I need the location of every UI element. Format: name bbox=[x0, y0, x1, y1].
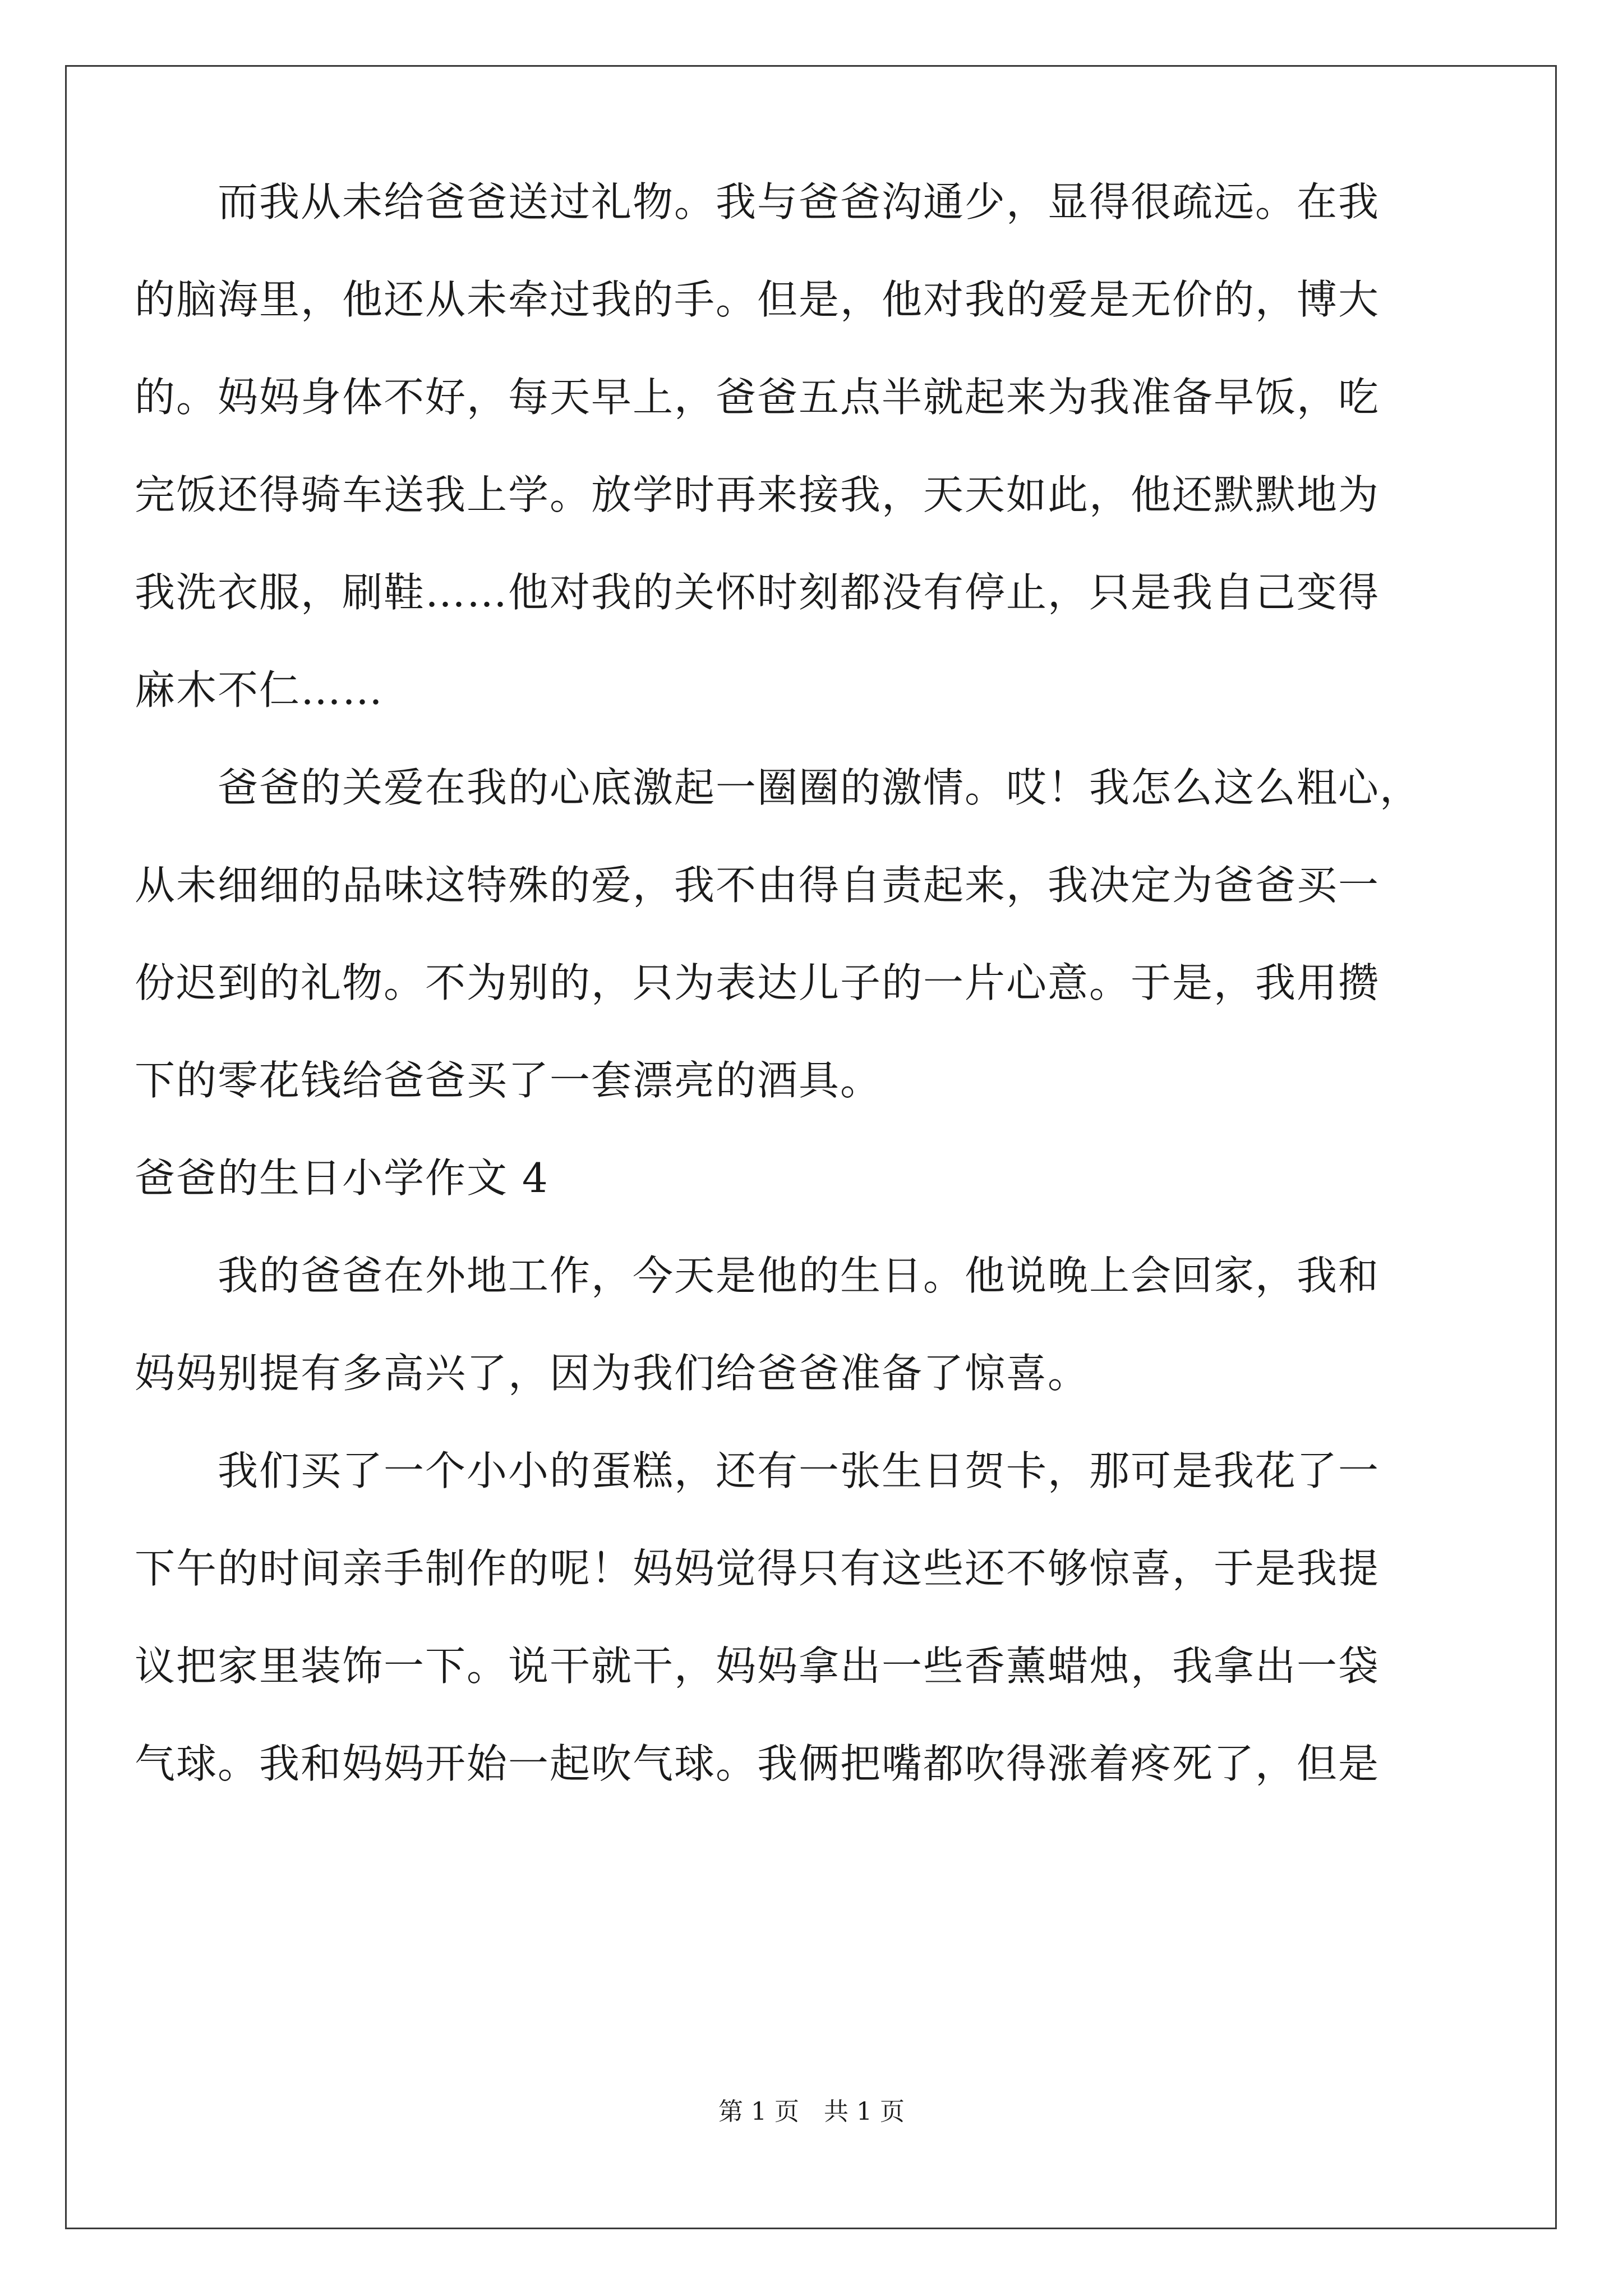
text-line: 我们买了一个小小的蛋糕，还有一张生日贺卡，那可是我花了一 bbox=[135, 1447, 1380, 1494]
text-line: 妈妈别提有多高兴了，因为我们给爸爸准备了惊喜。 bbox=[135, 1350, 1090, 1397]
text-line: 气球。我和妈妈开始一起吹气球。我俩把嘴都吹得涨着疼死了，但是 bbox=[135, 1740, 1380, 1787]
text-line: 我洗衣服，刷鞋……他对我的关怀时刻都没有停止，只是我自己变得 bbox=[135, 569, 1380, 616]
text-line: 麻木不仁…… bbox=[135, 666, 384, 714]
section-heading: 爸爸的生日小学作文 4 bbox=[135, 1154, 549, 1202]
text-line: 而我从未给爸爸送过礼物。我与爸爸沟通少，显得很疏远。在我 bbox=[135, 178, 1380, 226]
text-line: 份迟到的礼物。不为别的，只为表达儿子的一片心意。于是，我用攒 bbox=[135, 959, 1380, 1006]
text-line: 的。妈妈身体不好，每天早上，爸爸五点半就起来为我准备早饭，吃 bbox=[135, 374, 1380, 421]
text-line: 下午的时间亲手制作的呢！妈妈觉得只有这些还不够惊喜，于是我提 bbox=[135, 1545, 1380, 1592]
text-line: 下的零花钱给爸爸买了一套漂亮的酒具。 bbox=[135, 1057, 882, 1104]
text-line: 的脑海里，他还从未牵过我的手。但是，他对我的爱是无价的，博大 bbox=[135, 276, 1380, 323]
text-line: 议把家里装饰一下。说干就干，妈妈拿出一些香薰蜡烛，我拿出一袋 bbox=[135, 1642, 1380, 1690]
text-line: 从未细细的品味这特殊的爱，我不由得自责起来，我决定为爸爸买一 bbox=[135, 862, 1380, 909]
text-line: 我的爸爸在外地工作，今天是他的生日。他说晚上会回家，我和 bbox=[135, 1252, 1380, 1299]
page-footer: 第 1 页 共 1 页 bbox=[718, 2097, 905, 2126]
text-line: 完饭还得骑车送我上学。放学时再来接我，天天如此，他还默默地为 bbox=[135, 471, 1380, 518]
text-line: 爸爸的关爱在我的心底激起一圈圈的激情。哎！我怎么这么粗心， bbox=[135, 764, 1422, 811]
